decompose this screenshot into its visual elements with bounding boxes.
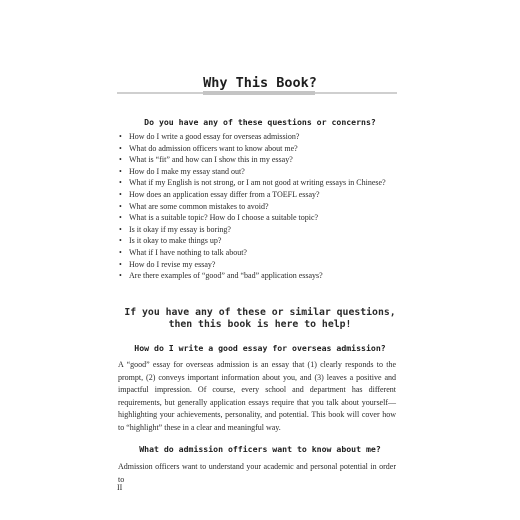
question-text: What are some common mistakes to avoid? (129, 201, 269, 211)
question-text: Are there examples of “good” and “bad” application essays? (129, 271, 323, 281)
question-item (119, 131, 386, 143)
question-item (119, 201, 386, 213)
bullet-dot: • (119, 155, 122, 165)
bullet-dot: • (119, 271, 122, 281)
bullet-dot: • (119, 201, 122, 211)
question-text: What if my English is not strong, or I am not good at writing essays in Chinese? (129, 178, 386, 188)
bullet-dot: • (119, 236, 122, 246)
question-text: How do I make my essay stand out? (129, 166, 245, 176)
page-title: Why This Book? (203, 75, 317, 91)
question-item (119, 189, 386, 201)
questions-list (119, 131, 386, 282)
section-2-paragraph: Admission officers want to understand your academic and personal potential in order to (118, 462, 396, 484)
question-text: How does an application essay differ from a TOEFL essay? (129, 189, 320, 199)
page-number: II (117, 483, 123, 492)
bullet-dot: • (119, 166, 122, 176)
bullet-dot: • (119, 224, 122, 234)
bullet-dot: • (119, 178, 122, 188)
question-item (119, 270, 386, 282)
title-underline-accent (203, 91, 315, 95)
title-underline (117, 92, 397, 94)
question-item (119, 166, 386, 178)
question-item (119, 177, 386, 189)
question-text: What if I have nothing to talk about? (129, 247, 247, 257)
section-1-paragraph: A “good” essay for overseas admission is an essay that (1) clearly responds to the prompt, (2) conveys important information about you, and (3) leaves a positive and impactful impression. Of course, every school and department has different requirements, but generally application essays require that you talk about yourself—highlighting your achievements, personality, and potential. This book will cover how to “highlight” these in a clear and meaningful way. (118, 360, 396, 432)
question-text: How do I write a good essay for overseas admission? (129, 132, 300, 141)
question-item (119, 143, 386, 155)
bullet-dot: • (119, 132, 122, 141)
bullet-dot: • (119, 259, 122, 269)
question-item (119, 235, 386, 247)
bullet-dot: • (119, 189, 122, 199)
questions-heading: Do you have any of these questions or concerns? (144, 117, 376, 127)
question-text: Is it okay if my essay is boring? (129, 224, 231, 234)
callout-line-1: If you have any of these or similar questions, (124, 307, 396, 318)
question-text: What do admission officers want to know about me? (129, 143, 298, 153)
question-item (119, 224, 386, 236)
section-2-heading: What do admission officers want to know about me? (139, 444, 381, 454)
bullet-dot: • (119, 247, 122, 257)
bullet-dot: • (119, 143, 122, 153)
question-text: What is “fit” and how can I show this in my essay? (129, 155, 293, 165)
section-1-heading: How do I write a good essay for overseas admission? (134, 343, 386, 353)
question-item (119, 247, 386, 259)
question-text: Is it okay to make things up? (129, 236, 222, 246)
question-item (119, 154, 386, 166)
question-item (119, 212, 386, 224)
bullet-dot: • (119, 213, 122, 223)
question-item (119, 259, 386, 271)
question-text: How do I revise my essay? (129, 259, 216, 269)
callout (0, 307, 520, 331)
callout-line-2: then this book is here to help! (168, 319, 352, 330)
question-text: What is a suitable topic? How do I choose a suitable topic? (129, 213, 319, 223)
